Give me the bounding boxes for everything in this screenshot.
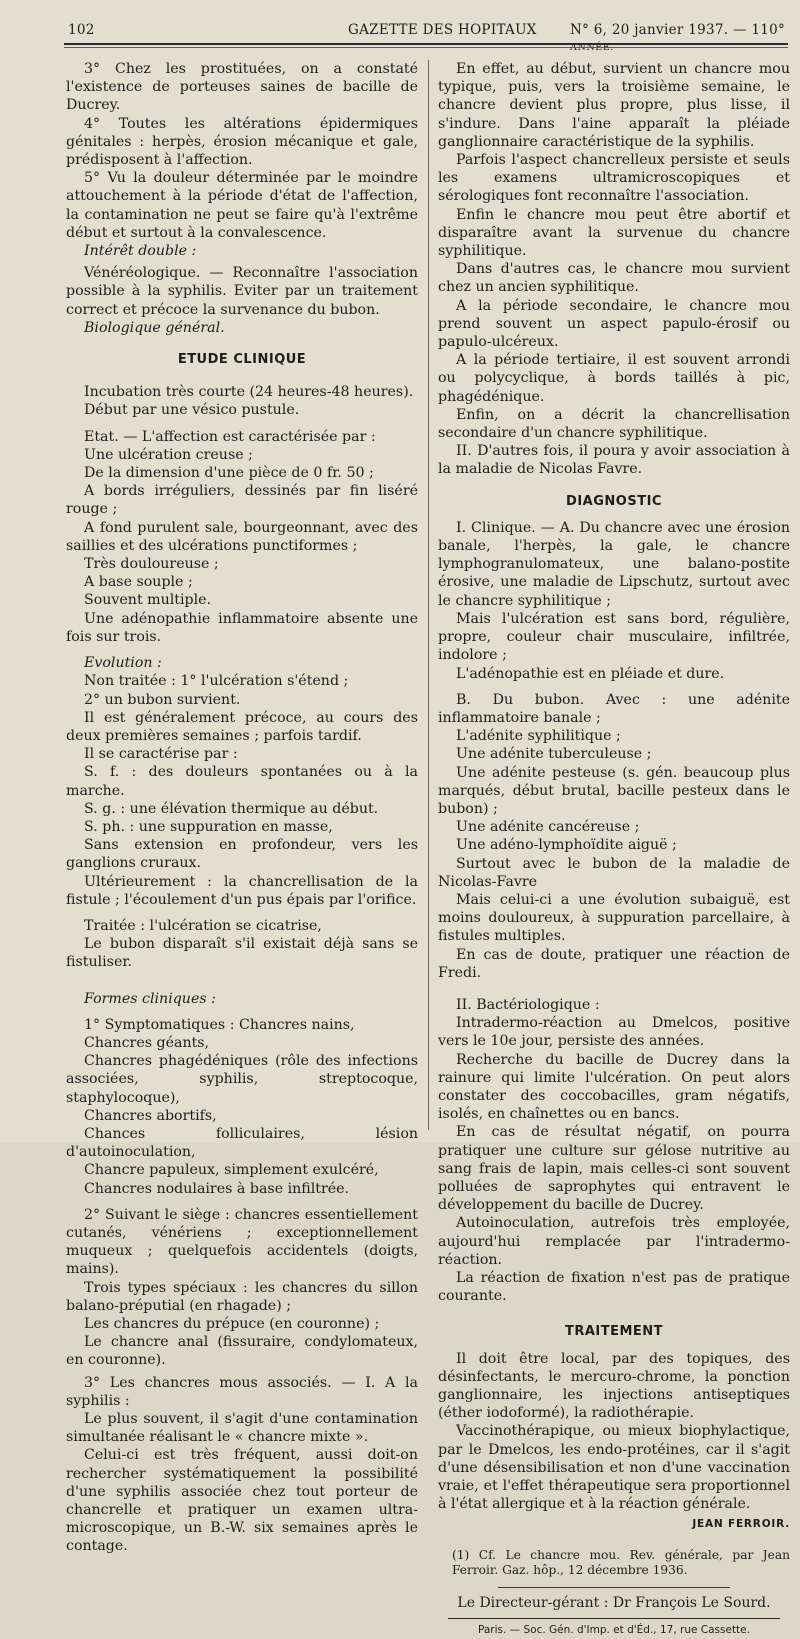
issue-date: N° 6, 20 janvier 1937. — 110°: [570, 22, 786, 38]
paragraph: 1° Symptomatiques : Chancres nains,: [84, 1016, 355, 1033]
paragraph: Intradermo-réaction au Dmelcos, positive vers le 10e jour, persiste des années.: [438, 1015, 790, 1050]
paragraph: S. ph. : une suppuration en masse,: [84, 818, 333, 835]
page-number: 102: [68, 22, 95, 38]
paragraph: La réaction de fixation n'est pas de pratique courante.: [438, 1270, 790, 1305]
paragraph: L'adénite syphilitique ;: [456, 728, 621, 745]
paragraph: Une adéno-lymphoïdite aiguë ;: [456, 837, 677, 854]
footnote: (1) Cf. Le chancre mou. Rev. générale, par Jean Ferroir. Gaz. hôp., 12 décembre 1936.: [452, 1547, 790, 1578]
paragraph: S. f. : des douleurs spontanées ou à la marche.: [66, 764, 418, 799]
paragraph: Non traitée : 1° l'ulcération s'étend ;: [84, 673, 349, 690]
paragraph: Les chancres du prépuce (en couronne) ;: [84, 1316, 380, 1332]
printer-line: Paris. — Soc. Gén. d'Imp. et d'Éd., 17, rue Cassette.: [478, 1623, 750, 1636]
paragraph: Etat. — L'affection est caractérisée par :: [84, 428, 376, 445]
paragraph: En cas de résultat négatif, on pourra pratiquer une culture sur gélose nutritive au sang frais de lapin, mais celles-ci sont souvent polluées de saprophytes qui entravent le développement du bacille de Ducrey.: [438, 1124, 790, 1214]
paragraph: Chancres abortifs,: [84, 1107, 217, 1124]
paragraph: B. Du bubon. Avec : une adénite inflammatoire banale ;: [438, 691, 790, 726]
paragraph: En cas de doute, pratiquer une réaction de Fredi.: [438, 946, 790, 981]
paragraph: Il est généralement précoce, au cours des deux premières semaines ; parfois tardif.: [66, 709, 418, 744]
paragraph: Celui-ci est très fréquent, aussi doit-on rechercher systématiquement la possibilité d'une syphilis associée chez tout porteur de chancrelle et pratiquer un examen ultra-microscopique, un B.-W. six semaines après le contage.: [66, 1447, 418, 1555]
paragraph: 2° Suivant le siège : chancres essentiellement cutanés, vénériens ; exceptionnellement muqueux ; quelquefois accidentels (doigts, mains).: [66, 1206, 418, 1278]
paragraph: II. D'autres fois, il poura y avoir association à la maladie de Nicolas Favre.: [438, 443, 790, 478]
journal-title: GAZETTE DES HOPITAUX: [348, 22, 537, 38]
paragraph: Mais celui-ci a une évolution subaiguë, est moins douloureux, à suppuration parcellaire, à fistules multiples.: [438, 891, 790, 945]
paragraph: Début par une vésico pustule.: [84, 402, 300, 419]
author-signature: JEAN FERROIR.: [692, 1518, 790, 1531]
paragraph: A base souple ;: [84, 574, 193, 591]
column-divider: [428, 60, 429, 1130]
section-heading-traitement: TRAITEMENT: [564, 1324, 664, 1340]
paragraph: Une adénite pesteuse (s. gén. beaucoup plus marqués, début brutal, bacille pesteux dans le bubon) ;: [438, 764, 790, 817]
paragraph: Dans d'autres cas, le chancre mou survient chez un ancien syphilitique.: [438, 261, 790, 296]
paragraph: Le plus souvent, il s'agit d'une contamination simultanée réalisant le « chancre mixte ».: [66, 1411, 418, 1446]
paragraph: Une ulcération creuse ;: [84, 446, 253, 463]
paragraph: I. Clinique. — A. Du chancre avec une érosion banale, l'herpès, la gale, le chancre lymphogranulomateux, une balano-postite érosive, une maladie de Lipschutz, surtout avec le chancre syphilitique ;: [438, 519, 790, 609]
paragraph: S. g. : une élévation thermique au début.: [84, 800, 379, 817]
paragraph: Mais l'ulcération est sans bord, régulière, propre, couleur chair musculaire, infiltrée, indolore ;: [438, 610, 790, 664]
left-column: [66, 60, 418, 1556]
paragraph: Il se caractérise par :: [84, 746, 238, 763]
paragraph: Evolution :: [84, 655, 162, 672]
paragraph: Souvent multiple.: [84, 592, 212, 609]
paragraph: Autoinoculation, autrefois très employée, aujourd'hui remplacée par l'intradermo-réaction.: [438, 1215, 790, 1268]
paragraph: Le chancre anal (fissuraire, condylomateux, en couronne).: [66, 1334, 418, 1369]
paragraph: Surtout avec le bubon de la maladie de Nicolas-Favre: [438, 855, 790, 890]
paragraph: Chancres géants,: [84, 1034, 210, 1051]
paragraph: 5° Vu la douleur déterminée par le moindre attouchement à la période d'état de l'affection, la contamination ne peut se faire qu'à l'extrême début et surtout à la convalescence.: [66, 170, 418, 241]
paragraph: L'adénopathie est en pléiade et dure.: [456, 665, 725, 682]
paragraph: Chancres phagédéniques (rôle des infections associées, syphilis, streptocoque, staphylocoque),: [66, 1053, 418, 1106]
paragraph: Enfin le chancre mou peut être abortif et disparaître avant la survenue du chancre syphilitique.: [438, 206, 790, 260]
paragraph: Vénéréologique. — Reconnaître l'association possible à la syphilis. Eviter par un traitement correct et précoce la survenance du bubon.: [66, 265, 418, 318]
header-rule: [64, 43, 788, 45]
paragraph: Vaccinothérapique, ou mieux biophylactique, par le Dmelcos, les endo-protéines, car il s'agit d'une désensibilisation et non d'une vaccination vraie, et l'effet thérapeutique sera proportionnel à l'état allergique et à la réaction générale.: [438, 1423, 790, 1513]
section-heading-diagnostic: DIAGNOSTIC: [566, 493, 662, 509]
paragraph: 3° Chez les prostituées, on a constaté l'existence de porteuses saines de bacille de Ducrey.: [66, 61, 418, 114]
section-heading-etude-clinique: ETUDE CLINIQUE: [177, 352, 307, 368]
paragraph: Ultérieurement : la chancrellisation de la fistule ; l'écoulement d'un pus épais par l'orifice.: [66, 873, 418, 908]
paragraph: Une adénopathie inflammatoire absente une fois sur trois.: [66, 610, 418, 645]
header-rule-thin: [64, 47, 788, 48]
paragraph: Recherche du bacille de Ducrey dans la rainure qui limite l'ulcération. On peut alors constater des coccobacilles, gram négatifs, isolés, en chaînettes ou en bancs.: [438, 1051, 790, 1123]
director-line: Le Directeur-gérant : Dr François Le Sourd.: [457, 1594, 771, 1611]
paragraph: Intérêt double :: [84, 243, 197, 260]
paragraph: Chances folliculaires, lésion d'autoinoculation,: [66, 1125, 418, 1161]
paragraph: Enfin, on a décrit la chancrellisation secondaire d'un chancre syphilitique.: [438, 406, 790, 442]
page-header: [40, 18, 792, 42]
paragraph: Trois types spéciaux : les chancres du sillon balano-préputial (en rhagade) ;: [66, 1279, 418, 1314]
paragraph: Formes cliniques :: [84, 990, 216, 1007]
paragraph: A fond purulent sale, bourgeonnant, avec des saillies et des ulcérations punctiformes ;: [66, 519, 418, 554]
paragraph: Très douloureuse ;: [84, 556, 219, 573]
paragraph: Chancre papuleux, simplement exulcéré,: [84, 1162, 379, 1179]
right-column: [438, 60, 790, 1639]
paragraph: 2° un bubon survient.: [84, 691, 241, 708]
paragraph: De la dimension d'une pièce de 0 fr. 50 ;: [84, 465, 374, 482]
paragraph: Traitée : l'ulcération se cicatrise,: [84, 917, 322, 934]
paragraph: Incubation très courte (24 heures-48 heures).: [84, 384, 414, 401]
paragraph: II. Bactériologique :: [456, 996, 600, 1013]
paragraph: En effet, au début, survient un chancre mou typique, puis, vers la troisième semaine, le chancre devient plus propre, plus lisse, il s'indure. Dans l'aine apparaît la pléiade ganglionnaire caractéristique de la syphilis.: [438, 61, 790, 150]
paragraph: Le bubon disparaît s'il existait déjà sans se fistuliser.: [66, 936, 418, 971]
paragraph: Une adénite tuberculeuse ;: [456, 746, 652, 763]
paragraph: Une adénite cancéreuse ;: [456, 819, 640, 836]
paragraph: Sans extension en profondeur, vers les ganglions cruraux.: [66, 837, 418, 872]
paragraph: A la période secondaire, le chancre mou prend souvent un aspect papulo-érosif ou papulo-ulcéreux.: [438, 297, 790, 351]
paragraph: Biologique général.: [84, 319, 225, 336]
printer-rule: [448, 1618, 780, 1619]
paragraph: Il doit être local, par des topiques, des désinfectants, le mercuro-chrome, la ponction ganglionnaire, les injections antiseptiques (éther iodoformé), la radiothérapie.: [438, 1350, 790, 1422]
paragraph: A bords irréguliers, dessinés par fin liséré rouge ;: [66, 483, 418, 518]
footnote-rule: [498, 1587, 730, 1588]
paragraph: 4° Toutes les altérations épidermiques génitales : herpès, érosion mécanique et gale, prédisposent à l'affection.: [66, 115, 418, 169]
paragraph: Parfois l'aspect chancrelleux persiste et seuls les examens ultramicroscopiques et sérologiques font reconnaître l'association.: [438, 152, 790, 205]
paragraph: A la période tertiaire, il est souvent arrondi ou polycyclique, à bords taillés à pic, phagédénique.: [438, 352, 790, 405]
paragraph: 3° Les chancres mous associés. — I. A la syphilis :: [66, 1374, 418, 1409]
paragraph: Chancres nodulaires à base infiltrée.: [84, 1180, 350, 1197]
